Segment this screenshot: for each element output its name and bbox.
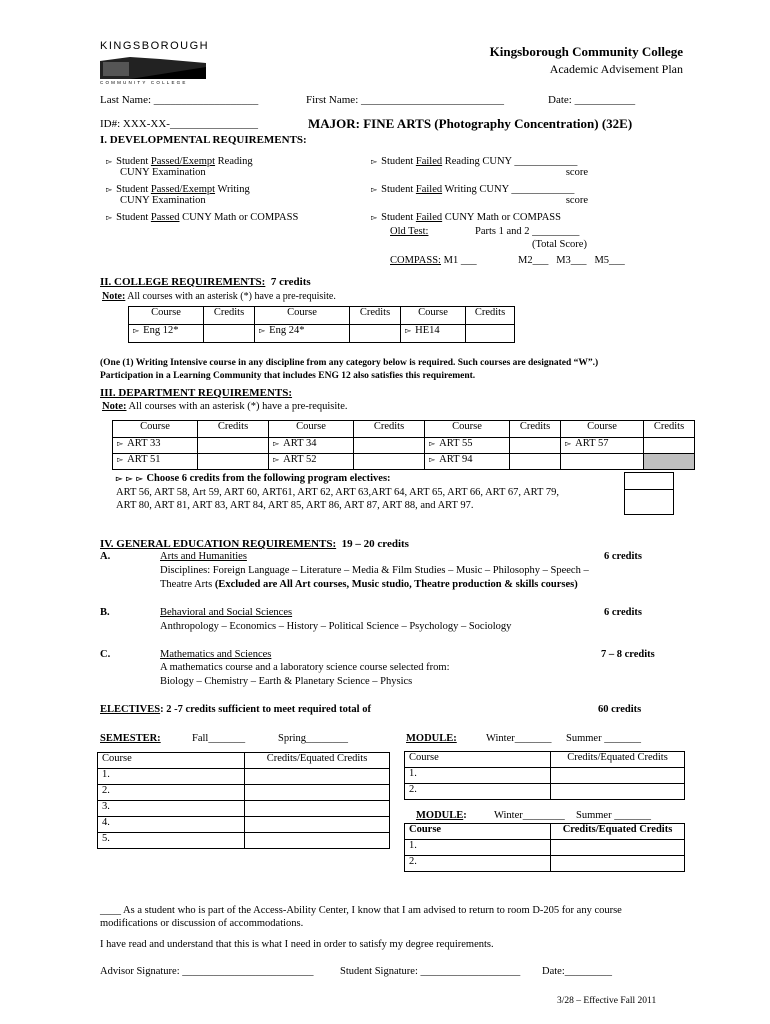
dev-right-2: ▻ Student Failed Writing CUNY ____________ score — [371, 184, 616, 206]
dev-right-3: ▻ Student Failed CUNY Math or COMPASS — [371, 212, 561, 223]
total-score: (Total Score) — [532, 239, 587, 250]
electives-list-2: ART 80, ART 81, ART 83, ART 84, ART 85, ART 86, ART 87, ART 88, and ART 97. — [116, 500, 474, 511]
compass-row: COMPASS: M1 ___ — [390, 255, 477, 266]
parts-score[interactable]: Parts 1 and 2 _________ — [475, 226, 580, 237]
dev-title: I. DEVELOPMENTAL REQUIREMENTS: — [100, 134, 307, 146]
college-req-title: II. COLLEGE REQUIREMENTS: 7 credits — [100, 276, 311, 288]
module2-summer[interactable]: Summer _______ — [576, 810, 651, 821]
electives-list-1: ART 56, ART 58, Art 59, ART 60, ART61, ART 62, ART 63,ART 64, ART 65, ART 66, ART 67, ART 79, — [116, 487, 559, 498]
behavioral-title: Behavioral and Social Sciences — [160, 607, 293, 618]
logo-sub: COMMUNITY COLLEGE — [100, 80, 188, 85]
module1-winter[interactable]: Winter_______ — [486, 733, 552, 744]
college-logo — [100, 40, 210, 90]
lc-note: Participation in a Learning Community that includes ENG 12 also satisfies this requirement. — [100, 371, 476, 381]
dev-left-1: ▻ Student Passed/Exempt Reading CUNY Examination — [106, 156, 253, 178]
electives-credit-box-2[interactable] — [624, 489, 674, 515]
plan-title: Academic Advisement Plan — [549, 62, 683, 76]
old-test-label: Old Test: — [390, 226, 429, 237]
dev-right-1: ▻ Student Failed Reading CUNY ____________ score — [371, 156, 616, 178]
module2-winter[interactable]: Winter________ — [494, 810, 565, 821]
effective-date: 3/28 – Effective Fall 2011 — [557, 996, 657, 1006]
dev-left-2: ▻ Student Passed/Exempt Writing CUNY Examination — [106, 184, 250, 206]
college-note: Note: All courses with an asterisk (*) have a pre-requisite. — [102, 291, 336, 302]
access-ability-statement: ____ As a student who is part of the Access-Ability Center, I know that I am advised to return to room D-205 for any course — [100, 905, 622, 916]
college-name: Kingsborough Community College — [489, 44, 683, 59]
dev-left-3: ▻ Student Passed CUNY Math or COMPASS — [106, 212, 298, 223]
course-he14: ▻ HE14 — [401, 325, 466, 343]
module2-table: Course Credits/Equated Credits 1. 2. — [404, 823, 685, 872]
course-eng12: ▻ Eng 12* — [129, 325, 204, 343]
logo-word: KINGSBOROUGH — [100, 40, 210, 52]
electives-credit-box-1[interactable] — [624, 472, 674, 490]
gened-title: IV. GENERAL EDUCATION REQUIREMENTS: 19 – 20 credits — [100, 538, 409, 550]
fall-field[interactable]: Fall_______ — [192, 733, 246, 744]
last-name-field[interactable]: Last Name: ___________________ — [100, 94, 259, 106]
dept-title: III. DEPARTMENT REQUIREMENTS: — [100, 387, 293, 399]
date-field[interactable]: Date: ___________ — [548, 94, 636, 106]
arts-humanities-title: Arts and Humanities — [160, 551, 247, 562]
dept-courses-table: Course Credits Course Credits Course Credits Course Credits ▻ ART 33 ▻ ART 34 ▻ ART 55 ▻ ART 57 ▻ ART 51 ▻ ART 52 ▻ ART 94 — [112, 420, 695, 470]
college-courses-table: Course Credits Course Credits Course Credits ▻ Eng 12* ▻ Eng 24* ▻ HE14 — [128, 306, 515, 343]
math-science-title: Mathematics and Sciences — [160, 649, 272, 660]
first-name-field[interactable]: First Name: __________________________ — [306, 94, 504, 106]
signature-date-field[interactable]: Date:_________ — [542, 966, 612, 977]
electives-row: ELECTIVES: 2 -7 credits sufficient to meet required total of — [100, 704, 371, 715]
m-scores[interactable]: M2___ M3___ M5___ — [518, 255, 625, 266]
spring-field[interactable]: Spring________ — [278, 733, 349, 744]
major-title: MAJOR: FINE ARTS (Photography Concentration) (32E) — [308, 116, 633, 131]
id-field[interactable]: ID#: XXX-XX-________________ — [100, 118, 258, 130]
course-eng24: ▻ Eng 24* — [255, 325, 350, 343]
advisor-signature-field[interactable]: Advisor Signature: _________________________ — [100, 966, 314, 977]
understand-statement: I have read and understand that this is what I need in order to satisfy my degree requirements. — [100, 939, 494, 950]
module1-summer[interactable]: Summer _______ — [566, 733, 641, 744]
dept-note: Note: All courses with an asterisk (*) have a pre-requisite. — [102, 401, 348, 412]
electives-title: ▻ ▻ ▻ Choose 6 credits from the following program electives: — [116, 473, 391, 484]
logo-landscape-icon — [100, 53, 206, 79]
semester-table: Course Credits/Equated Credits 1. 2. 3. 4. 5. — [97, 752, 390, 849]
wi-note: (One (1) Writing Intensive course in any discipline from any category below is required. Such courses are designated “W”.) — [100, 358, 599, 368]
student-signature-field[interactable]: Student Signature: ___________________ — [340, 966, 521, 977]
module1-table: Course Credits/Equated Credits 1. 2. — [404, 751, 685, 800]
